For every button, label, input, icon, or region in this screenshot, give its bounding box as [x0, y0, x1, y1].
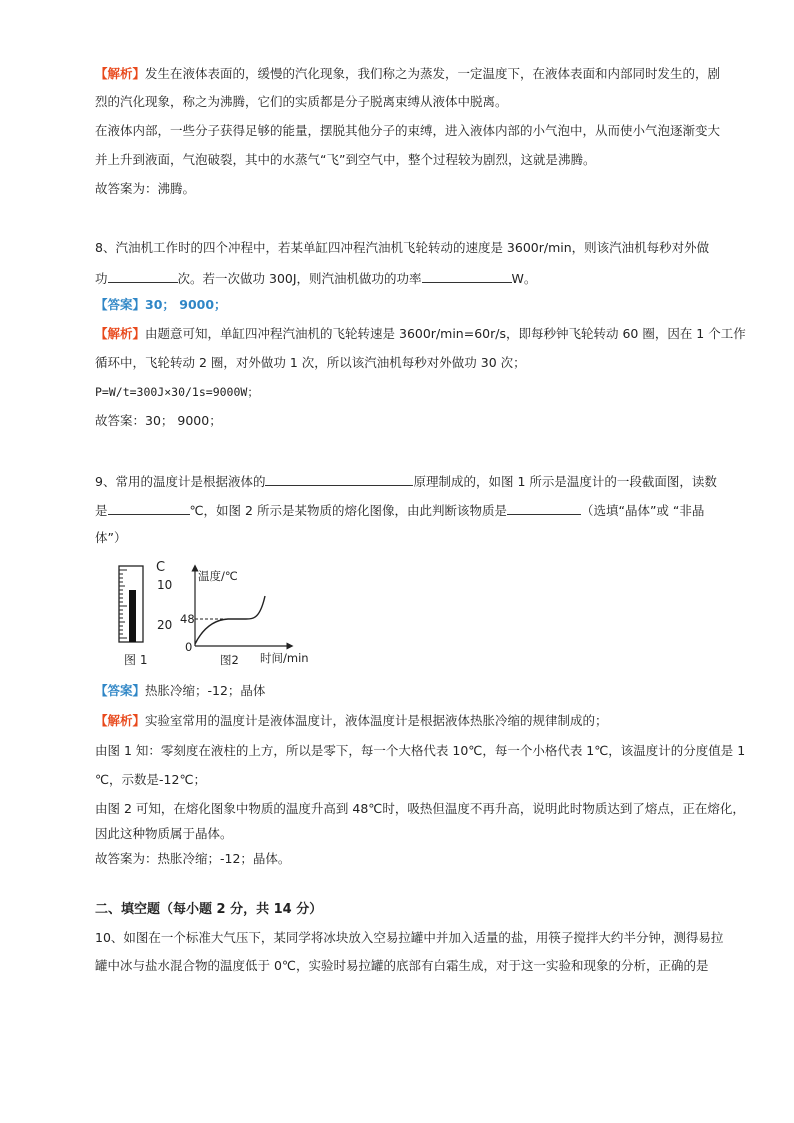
figure-1-caption: 图 1: [124, 653, 148, 667]
question-text: 原理制成的，如图 1 所示是温度计的一段截面图，读数: [413, 474, 717, 489]
figure-2-caption: 图2: [220, 653, 239, 667]
x-axis-label: 时间/min: [260, 651, 309, 665]
thermometer-tick-label: 20: [157, 618, 173, 632]
answer-blank[interactable]: [422, 269, 512, 283]
analysis-tag: 【解析】: [95, 326, 146, 341]
question-9-line2: [95, 501, 704, 519]
question-8-line2: [95, 269, 536, 287]
thermometer-unit: C: [156, 560, 166, 575]
conclusion-text: 故答案：30； 9000；: [95, 413, 222, 428]
conclusion-text: 故答案为：沸腾。: [95, 181, 196, 196]
analysis-text: 循环中，飞轮转动 2 圈，对外做功 1 次，所以该汽油机每秒对外做功 30 次；: [95, 355, 526, 370]
thermometer-figure: [110, 560, 190, 646]
question-text: ℃，如图 2 所示是某物质的熔化图像，由此判断该物质是: [189, 503, 507, 518]
question-text: 是: [95, 503, 108, 518]
melting-point-label: 48: [180, 612, 195, 626]
question-9-line1: [95, 472, 717, 490]
answer-blank[interactable]: [507, 501, 581, 515]
answer-tag: 【答案】: [95, 297, 146, 312]
question-text: 功: [95, 271, 108, 286]
analysis-line: [95, 66, 720, 82]
analysis-tag: 【解析】: [95, 713, 146, 728]
question-8-text: 8、汽油机工作时的四个冲程中，若某单缸四冲程汽油机飞轮转动的速度是 3600r/min，则该汽油机每秒对外做: [95, 240, 710, 255]
question-10-text: 罐中冰与盐水混合物的温度低于 0℃，实验时易拉罐的底部有白霜生成，对于这一实验和现象的分析，正确的是: [95, 958, 709, 973]
question-text: 9、常用的温度计是根据液体的: [95, 474, 266, 489]
answer-text: 热胀冷缩；-12；晶体: [145, 683, 266, 698]
analysis-text: ℃，示数是-12℃；: [95, 772, 206, 787]
answer-tag: 【答案】: [95, 683, 146, 698]
analysis-text: 由题意可知，单缸四冲程汽油机的飞轮转速是 3600r/min=60r/s，即每秒钟飞轮转动 60 圈，因在 1 个工作: [145, 326, 746, 341]
analysis-text: 实验室常用的温度计是液体温度计，液体温度计是根据液体热胀冷缩的规律制成的；: [145, 713, 608, 728]
answer-blank[interactable]: [265, 472, 413, 486]
analysis-text: 在液体内部，一些分子获得足够的能量，摆脱其他分子的束缚，进入液体内部的小气泡中，从而使小气泡逐渐变大: [95, 123, 721, 138]
analysis-text: 由图 2 可知，在熔化图象中物质的温度升高到 48℃时，吸热但温度不再升高，说明此时物质达到了熔点，正在熔化，: [95, 801, 745, 816]
conclusion-text: 故答案为：热胀冷缩；-12；晶体。: [95, 851, 291, 866]
thermometer-tick-label: 10: [157, 578, 173, 592]
answer-blank[interactable]: [108, 269, 178, 283]
analysis-line: [95, 713, 608, 729]
analysis-line: [95, 326, 746, 342]
question-text: 次。若一次做功 300J，则汽油机做功的功率: [177, 271, 422, 286]
question-text: （选填“晶体”或 “非晶: [580, 503, 705, 518]
analysis-tag: 【解析】: [95, 66, 146, 81]
origin-label: 0: [185, 640, 193, 654]
question-9-figures: [110, 560, 330, 672]
formula-text: P=W/t=300J×30/1s=9000W；: [95, 385, 259, 399]
section-title: 二、填空题（每小题 2 分，共 14 分）: [95, 902, 323, 917]
analysis-text: 发生在液体表面的，缓慢的汽化现象，我们称之为蒸发，一定温度下，在液体表面和内部同时发生的，剧: [145, 66, 721, 81]
question-10-text: 10、如图在一个标准大气压下，某同学将冰块放入空易拉罐中并加入适量的盐，用筷子搅拌大约半分钟，测得易拉: [95, 930, 724, 945]
analysis-text: 烈的汽化现象，称之为沸腾，它们的实质都是分子脱离束缚从液体中脱离。: [95, 94, 508, 109]
question-text: W。: [511, 271, 537, 286]
answer-text: 30； 9000；: [145, 297, 227, 312]
analysis-text: 由图 1 知：零刻度在液柱的上方，所以是零下，每一个大格代表 10℃，每一个小格代表 1℃，该温度计的分度值是 1: [95, 743, 746, 758]
analysis-text: 并上升到液面，气泡破裂，其中的水蒸气“飞”到空气中，整个过程较为剧烈，这就是沸腾。: [95, 152, 596, 167]
analysis-text: 因此这种物质属于晶体。: [95, 826, 233, 841]
answer-line: [95, 297, 227, 313]
answer-line: [95, 683, 265, 699]
melting-curve: [195, 596, 265, 644]
y-axis-label: 温度/℃: [198, 569, 238, 583]
answer-blank[interactable]: [108, 501, 190, 515]
question-text: 体”）: [95, 530, 127, 545]
